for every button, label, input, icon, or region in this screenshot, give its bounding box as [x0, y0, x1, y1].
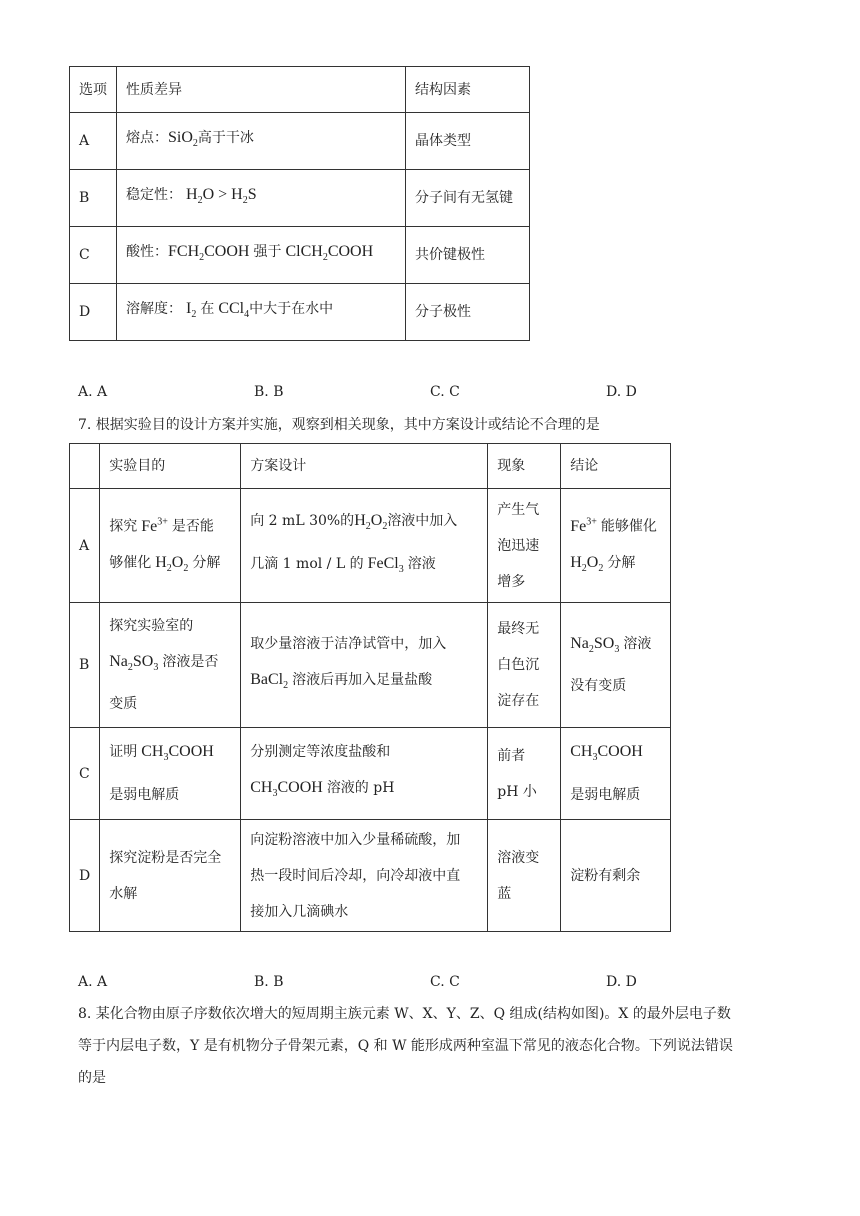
row-factor: 共价键极性: [406, 227, 530, 284]
row-conclusion: $Na_2SO_3$ 溶液 没有变质: [561, 603, 671, 728]
row-conclusion: 淀粉有剩余: [561, 820, 671, 932]
row-phenomenon: 产生气 泡迅速 增多: [488, 489, 561, 603]
row-factor: 晶体类型: [406, 113, 530, 170]
row-design: 取少量溶液于洁净试管中，加入 BaCl$_2$ 溶液后再加入足量盐酸: [241, 603, 488, 728]
table-row: [70, 728, 671, 820]
row-difference: 酸性：$FCH_2COOH$ 强于 ClCH$_2$COOH: [117, 227, 406, 284]
table-row: [70, 113, 530, 170]
row-phenomenon: 最终无 白色沉 淀存在: [488, 603, 561, 728]
row-design: 向 2 mL 30%的$H_2O_2$溶液中加入 几滴 1 mol / L 的 FeCl$_3$ 溶液: [241, 489, 488, 603]
header-design: 方案设计: [241, 444, 488, 489]
option-a[interactable]: A. A: [78, 384, 108, 400]
row-design: 分别测定等浓度盐酸和 $CH_3COOH$ 溶液的 pH: [241, 728, 488, 820]
header-phenomenon: 现象: [488, 444, 561, 489]
table-row: [70, 284, 530, 341]
row-conclusion: $Fe^{3+}$ 能够催化 $H_2O_2$ 分解: [561, 489, 671, 603]
table-row: [70, 820, 671, 932]
table-row: [70, 489, 671, 603]
row-option: C: [70, 227, 117, 284]
row-option: A: [70, 113, 117, 170]
option-c[interactable]: C. C: [430, 384, 460, 400]
row-aim: 探究 $Fe^{3+}$ 是否能 够催化 $H_2O_2$ 分解: [100, 489, 241, 603]
row-phenomenon: 溶液变 蓝: [488, 820, 561, 932]
row-design: 向淀粉溶液中加入少量稀硫酸，加 热一段时间后冷却，向冷却液中直 接加入几滴碘水: [241, 820, 488, 932]
experiment-table: [69, 443, 671, 932]
property-structure-table: [69, 66, 530, 341]
option-b[interactable]: B. B: [254, 974, 284, 990]
table-row: [70, 170, 530, 227]
option-b[interactable]: B. B: [254, 384, 284, 400]
row-option: B: [70, 170, 117, 227]
table-header-row: [70, 444, 671, 489]
header-conclusion: 结论: [561, 444, 671, 489]
question-8-line: 等于内层电子数，Y 是有机物分子骨架元素，Q 和 W 能形成两种室温下常见的液态化合物。下列说法错误: [78, 1038, 733, 1054]
row-aim: 探究实验室的 $Na_2SO_3$ 溶液是否 变质: [100, 603, 241, 728]
row-conclusion: $CH_3COOH$ 是弱电解质: [561, 728, 671, 820]
row-factor: 分子间有无氢键: [406, 170, 530, 227]
row-factor: 分子极性: [406, 284, 530, 341]
header-option: 选项: [70, 67, 117, 113]
header-aim: 实验目的: [100, 444, 241, 489]
row-aim: 探究淀粉是否完全 水解: [100, 820, 241, 932]
option-c[interactable]: C. C: [430, 974, 460, 990]
row-difference: 稳定性： $H_2O > H_2S$: [117, 170, 406, 227]
row-phenomenon: 前者 pH 小: [488, 728, 561, 820]
row-aim: 证明 $CH_3COOH$ 是弱电解质: [100, 728, 241, 820]
row-option: A: [70, 489, 100, 603]
header-option: [70, 444, 100, 489]
header-factor: 结构因素: [406, 67, 530, 113]
row-option: B: [70, 603, 100, 728]
row-difference: 溶解度： $I_2$ 在 CCl$_4$中大于在水中: [117, 284, 406, 341]
option-d[interactable]: D. D: [606, 974, 637, 990]
table-header-row: [70, 67, 530, 113]
question-7-text: 7. 根据实验目的设计方案并实施，观察到相关现象，其中方案设计或结论不合理的是: [78, 417, 600, 433]
header-difference: 性质差异: [117, 67, 406, 113]
table-row: [70, 603, 671, 728]
row-option: D: [70, 284, 117, 341]
question-8-text: [78, 998, 798, 1094]
option-d[interactable]: D. D: [606, 384, 637, 400]
question-8-line: 8. 某化合物由原子序数依次增大的短周期主族元素 W、X、Y、Z、Q 组成(结构如图)。X 的最外层电子数: [78, 1006, 731, 1022]
row-option: C: [70, 728, 100, 820]
question-8-line: 的是: [78, 1070, 106, 1086]
row-option: D: [70, 820, 100, 932]
option-a[interactable]: A. A: [78, 974, 108, 990]
row-difference: 熔点：SiO$_2$高于干冰: [117, 113, 406, 170]
table-row: [70, 227, 530, 284]
